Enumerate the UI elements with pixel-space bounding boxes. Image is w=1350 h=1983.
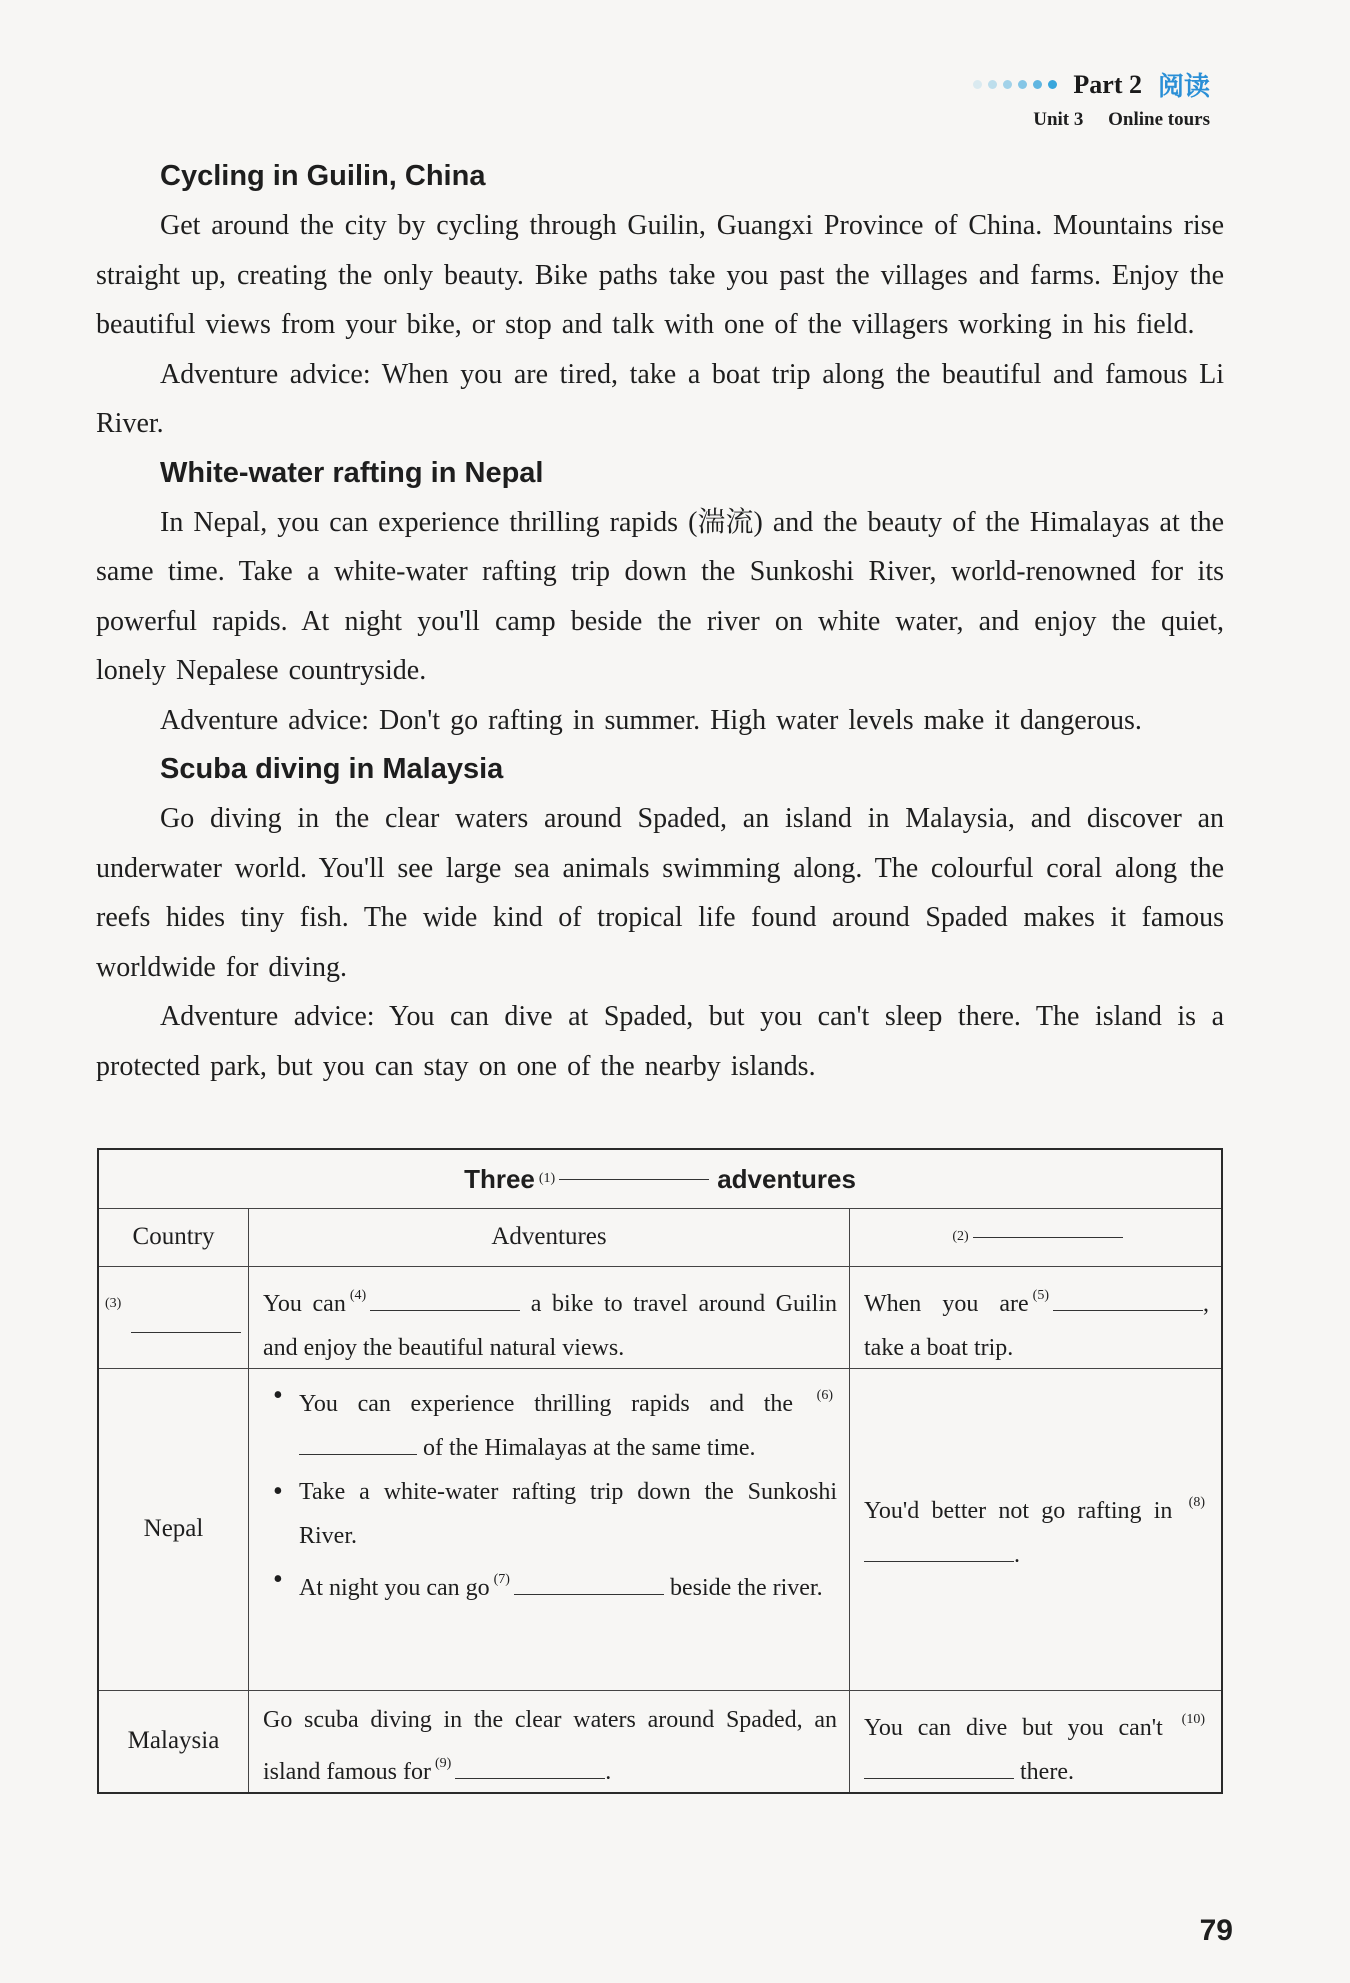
summary-table — [97, 1148, 1223, 1794]
answer-blank-7[interactable] — [514, 1594, 664, 1595]
adventure-cell: Go scuba diving in the clear waters around Spaded, an island famous for $^{(9)}$ . — [249, 1690, 850, 1792]
blank-number: (2) — [952, 1229, 969, 1244]
table-title: Three (1) adventures — [99, 1150, 1221, 1209]
blank-number: (3) — [105, 1296, 122, 1311]
adventure-cell — [249, 1368, 850, 1690]
table-row — [99, 1266, 1221, 1369]
unit-title: Online tours — [1108, 109, 1210, 130]
list-item: • At night you can go $^{(7)}$ beside the river. — [299, 1558, 837, 1610]
column-header-adventures: Adventures — [249, 1208, 850, 1266]
blank-number: (1) — [538, 1171, 556, 1186]
answer-blank-9[interactable] — [455, 1778, 605, 1779]
adventure-advice: Adventure advice: You can dive at Spaded, but you can't sleep there. The island is a protected park, but you can stay on one of the nearby islands. — [96, 1001, 1224, 1082]
section-heading: White-water rafting in Nepal — [160, 456, 544, 489]
answer-blank-4[interactable] — [370, 1310, 520, 1311]
answer-blank-10[interactable] — [864, 1778, 1014, 1779]
unit-label: Unit 3 — [1033, 109, 1084, 130]
answer-blank-3[interactable] — [131, 1306, 241, 1333]
page-number: 79 — [1199, 1914, 1233, 1947]
paragraph: In Nepal, you can experience thrilling rapids (湍流) and the beauty of the Himalayas at the same time. Take a white-water rafting trip down the Sunkoshi River, world-renowned for its powerful rapids. At night you'll camp beside the river on white water, and enjoy the quiet, lonely Nepalese countryside. — [96, 506, 1224, 686]
answer-blank-8[interactable] — [864, 1561, 1014, 1562]
country-cell: Malaysia — [99, 1690, 249, 1792]
advice-cell: When you are $^{(5)}$ , take a boat trip. — [864, 1288, 1209, 1361]
advice-cell: You'd better not go rafting in $^{(8)}$. — [864, 1495, 1205, 1568]
list-item: • You can experience thrilling rapids and the $^{(6)}$ of the Himalayas at the same time. — [299, 1374, 837, 1470]
table-row — [99, 1368, 1221, 1691]
page-header — [973, 66, 1210, 131]
part-chinese-label: 阅读 — [1157, 72, 1210, 102]
country-cell: Nepal — [99, 1368, 249, 1690]
column-header-country: Country — [99, 1208, 249, 1266]
adventure-advice: Adventure advice: When you are tired, take a boat trip along the beautiful and famous Li River. — [96, 358, 1224, 439]
answer-blank-5[interactable] — [1053, 1310, 1203, 1311]
country-cell — [99, 1266, 249, 1368]
adventure-advice: Adventure advice: Don't go rafting in summer. High water levels make it dangerous. — [160, 704, 1142, 736]
section-heading: Scuba diving in Malaysia — [160, 753, 504, 785]
answer-blank-2[interactable] — [973, 1237, 1123, 1238]
table-row — [99, 1690, 1221, 1792]
adventure-cell: You can $^{(4)}$ a bike to travel around Guilin and enjoy the beautiful natural views. — [249, 1266, 850, 1368]
list-item: • Take a white-water rafting trip down the Sunkoshi River. — [299, 1470, 837, 1558]
decorative-dots — [973, 80, 1057, 89]
column-header-blank — [850, 1208, 1221, 1266]
answer-blank-6[interactable] — [299, 1454, 417, 1455]
part-label: Part 2 — [1073, 69, 1142, 99]
section-heading: Cycling in Guilin, China — [160, 160, 486, 192]
table-header-row — [99, 1208, 1221, 1267]
paragraph: Go diving in the clear waters around Spaded, an island in Malaysia, and discover an underwater world. You'll see large sea animals swimming along. The colourful coral along the reefs hides tiny fish. The wide kind of tropical life found around Spaded makes it famous worldwide for diving. — [96, 803, 1224, 983]
reading-passage — [96, 152, 1224, 1091]
answer-blank-1[interactable] — [559, 1179, 709, 1180]
paragraph: Get around the city by cycling through Guilin, Guangxi Province of China. Mountains rise straight up, creating the only beauty. Bike paths take you past the villages and farms. Enjoy the beautiful views from your bike, or stop and talk with one of the villagers working in his field. — [96, 210, 1224, 340]
advice-cell: You can dive but you can't $^{(10)}$ there. — [864, 1712, 1205, 1785]
